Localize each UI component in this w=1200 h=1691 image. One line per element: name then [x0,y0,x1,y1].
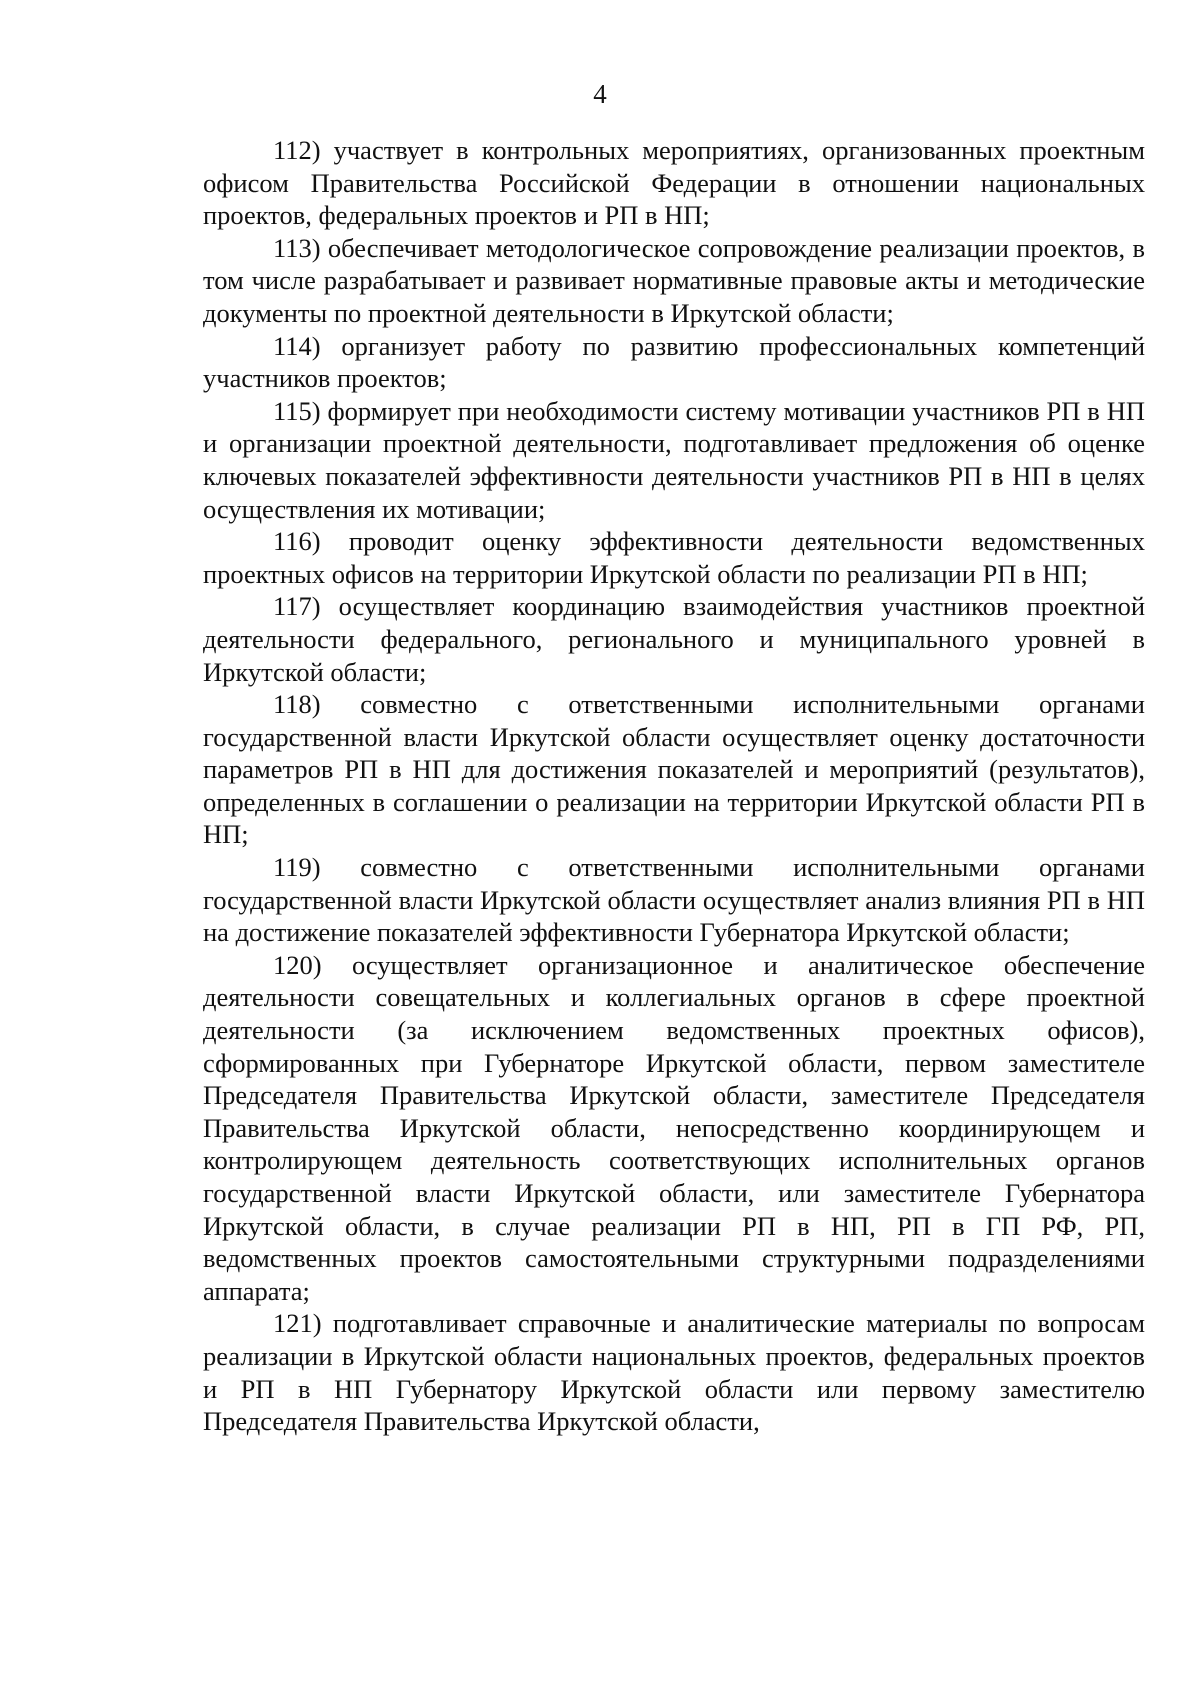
page-number: 4 [593,79,607,109]
paragraph-121: 121) подготавливает справочные и аналитические материалы по вопросам реализации в Иркутской области национальных проектов, федеральных проектов и РП в НП Губернатору Иркутской области или первому заместителю Председателя Правительства Иркутской области, [203,1308,1145,1437]
paragraph-117: 117) осуществляет координацию взаимодействия участников проектной деятельности федерального, регионального и муниципального уровней в Иркутской области; [203,591,1145,687]
paragraph-113: 113) обеспечивает методологическое сопровождение реализации проектов, в том числе разрабатывает и развивает нормативные правовые акты и методические документы по проектной деятельности в Иркутской области; [203,232,1145,328]
paragraph-115: 115) формирует при необходимости систему мотивации участников РП в НП и организации проектной деятельности, подготавливает предложения об оценке ключевых показателей эффективности деятельности участников РП в НП в целях осуществления их мотивации; [203,395,1145,524]
paragraph-120: 120) осуществляет организационное и аналитическое обеспечение деятельности совещательных и коллегиальных органов в сфере проектной деятельности (за исключением ведомственных проектных офисов), сформированных при Губернаторе Иркутской области, первом заместителе Председателя Правительства Иркутской области, заместителе Председателя Правительства Иркутской области, непосредственно координирующем и контролирующем деятельность соответствующих исполнительных органов государственной власти Иркутской области, или заместителе Губернатора Иркутской области, в случае реализации РП в НП, РП в ГП РФ, РП, ведомственных проектов самостоятельными структурными подразделениями аппарата; [203,949,1145,1306]
paragraph-119: 119) совместно с ответственными исполнительными органами государственной власти Иркутской области осуществляет анализ влияния РП в НП на достижение показателей эффективности Губернатора Иркутской области; [203,852,1145,948]
document-body [203,134,1145,1438]
paragraph-116: 116) проводит оценку эффективности деятельности ведомственных проектных офисов на территории Иркутской области по реализации РП в НП; [203,526,1145,589]
paragraph-114: 114) организует работу по развитию профессиональных компетенций участников проектов; [203,330,1145,394]
paragraph-112: 112) участвует в контрольных мероприятиях, организованных проектным офисом Правительства Российской Федерации в отношении национальных проектов, федеральных проектов и РП в НП; [203,135,1145,231]
paragraph-118: 118) совместно с ответственными исполнительными органами государственной власти Иркутской области осуществляет оценку достаточности параметров РП в НП для достижения показателей и мероприятий (результатов), определенных в соглашении о реализации на территории Иркутской области РП в НП; [203,689,1145,850]
